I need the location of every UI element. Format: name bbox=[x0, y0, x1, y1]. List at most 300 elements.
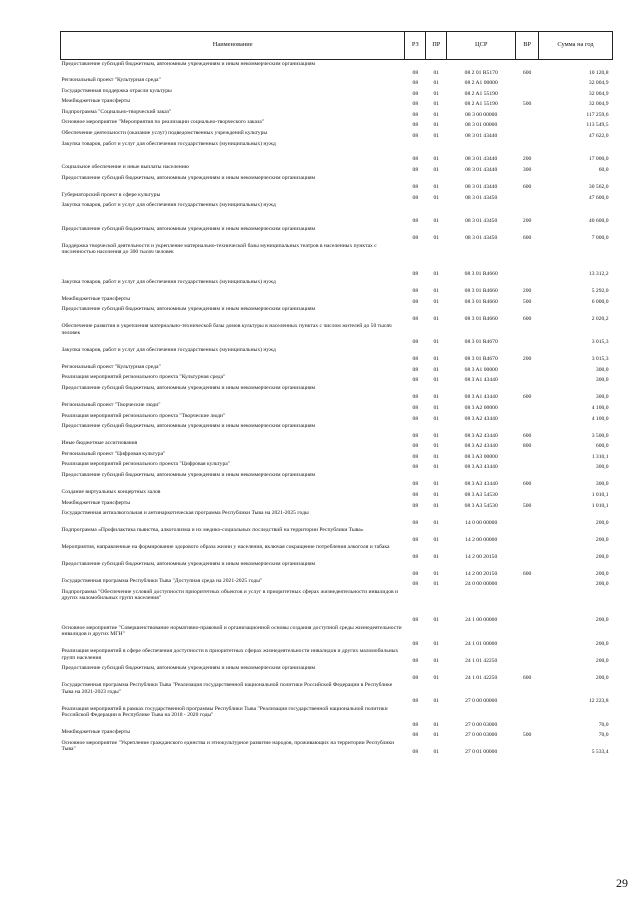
cell-vr bbox=[516, 682, 539, 705]
column-header-sum: Сумма на год bbox=[539, 32, 613, 60]
cell-sum: 6 000,0 bbox=[591, 298, 609, 305]
cell-vr: 500 bbox=[522, 502, 532, 509]
cell-rz: 08 bbox=[412, 101, 419, 108]
cell-name: Предоставление субсидий бюджетным, автономным учреждениям и иным некоммерческим организациям bbox=[61, 423, 316, 430]
cell-sum: 117 259,6 bbox=[586, 111, 609, 118]
cell-csr: 27 0 00 03000 bbox=[465, 721, 498, 728]
cell-sum: 13 312,2 bbox=[588, 271, 609, 278]
cell-sum: 200,0 bbox=[595, 617, 609, 624]
cell-vr bbox=[516, 412, 539, 423]
cell-vr: 200 bbox=[522, 218, 532, 225]
cell-csr: 08 3 01 43450 bbox=[465, 218, 498, 225]
table-row bbox=[61, 412, 613, 423]
cell-name: Предоставление субсидий бюджетным, автономным учреждениям и иным некоммерческим организациям bbox=[61, 225, 316, 232]
cell-sum: 3 500,0 bbox=[591, 432, 609, 439]
table-row bbox=[61, 648, 613, 665]
cell-pr: 01 bbox=[433, 698, 440, 705]
cell-vr: 600 bbox=[522, 184, 532, 191]
cell-vr bbox=[516, 488, 539, 499]
cell-pr: 01 bbox=[433, 366, 440, 373]
cell-sum: 300,0 bbox=[595, 481, 609, 488]
table-row bbox=[61, 202, 613, 225]
cell-pr: 01 bbox=[433, 721, 440, 728]
cell-name: Иные бюджетные ассигнования bbox=[61, 440, 138, 447]
cell-rz: 08 bbox=[412, 674, 419, 681]
table-row bbox=[61, 363, 613, 374]
cell-name: Государственная программа Республики Тыва "Доступная среда на 2021-2025 годы" bbox=[61, 578, 263, 585]
cell-vr: 600 bbox=[522, 481, 532, 488]
cell-rz: 08 bbox=[412, 356, 419, 363]
cell-rz: 08 bbox=[412, 464, 419, 471]
cell-pr: 01 bbox=[433, 90, 440, 97]
cell-pr: 01 bbox=[433, 156, 440, 163]
cell-vr bbox=[516, 544, 539, 561]
cell-vr bbox=[516, 108, 539, 119]
table-row bbox=[61, 174, 613, 191]
cell-csr: 08 3 01 R4660 bbox=[464, 288, 498, 295]
cell-pr: 01 bbox=[433, 674, 440, 681]
table-row bbox=[61, 527, 613, 544]
cell-vr bbox=[516, 77, 539, 88]
cell-pr: 01 bbox=[433, 80, 440, 87]
table-row bbox=[61, 401, 613, 412]
cell-sum: 2 020,2 bbox=[591, 315, 609, 322]
table-row bbox=[61, 423, 613, 440]
cell-csr: 08 3 A1 00000 bbox=[464, 366, 498, 373]
cell-csr: 08 3 A2 43440 bbox=[464, 415, 498, 422]
table-row bbox=[61, 140, 613, 163]
cell-name: Межбюджетные трансферты bbox=[61, 295, 130, 302]
cell-name: Реализация мероприятий в сфере обеспечения доступности в приоритетных сферах жизнедеятельности инвалидов и других маломобильных групп населения bbox=[61, 648, 399, 661]
page-number: 29 bbox=[616, 876, 628, 890]
cell-sum: 12 223,8 bbox=[588, 698, 609, 705]
cell-sum: 200,0 bbox=[595, 519, 609, 526]
cell-sum: 1 010,1 bbox=[591, 502, 609, 509]
cell-vr bbox=[516, 461, 539, 472]
table-row bbox=[61, 440, 613, 451]
cell-name: Поддержка творческой деятельности и укрепление материально-технической базы муниципальных театров в населенных пунктах с численностью населения до 300 тысяч человек bbox=[61, 242, 377, 256]
cell-name: Основное мероприятие "Укрепление гражданского единства и этнокультурное развитие народов, проживающих на территории Республики Тыва" bbox=[61, 739, 395, 753]
cell-pr: 01 bbox=[433, 415, 440, 422]
cell-csr: 08 3 01 43440 bbox=[465, 167, 498, 174]
cell-csr: 24 1 01 42250 bbox=[465, 674, 498, 681]
cell-sum: 32 004,9 bbox=[588, 101, 609, 108]
cell-rz: 08 bbox=[412, 218, 419, 225]
cell-csr: 08 3 01 R4660 bbox=[464, 315, 498, 322]
cell-name: Обеспечение деятельности (оказание услуг) подведомственных учреждений культуры bbox=[61, 130, 268, 137]
cell-csr: 08 3 01 R4670 bbox=[464, 356, 498, 363]
cell-sum: 300,0 bbox=[595, 394, 609, 401]
table-row bbox=[61, 346, 613, 363]
table-header-row bbox=[61, 32, 613, 60]
cell-name: Подпрограмма "Обеспечение условий доступности приоритетных объектов и услуг в приоритетных сферах жизнедеятельности инвалидов и других маломобильных групп населения" bbox=[61, 588, 399, 602]
cell-pr: 01 bbox=[433, 536, 440, 543]
cell-pr: 01 bbox=[433, 657, 440, 664]
cell-rz: 08 bbox=[412, 491, 419, 498]
cell-vr: 600 bbox=[522, 69, 532, 76]
cell-sum: 32 004,9 bbox=[588, 80, 609, 87]
cell-vr bbox=[516, 374, 539, 385]
table-row bbox=[61, 242, 613, 278]
table-row bbox=[61, 665, 613, 682]
cell-pr: 01 bbox=[433, 167, 440, 174]
cell-name: Предоставление субсидий бюджетным, автономным учреждениям и иным некоммерческим организациям bbox=[61, 306, 316, 313]
cell-pr: 01 bbox=[433, 235, 440, 242]
cell-sum: 70,0 bbox=[598, 732, 609, 739]
cell-rz: 08 bbox=[412, 570, 419, 577]
cell-pr: 01 bbox=[433, 101, 440, 108]
table-row bbox=[61, 225, 613, 242]
budget-table bbox=[60, 31, 613, 756]
table-row bbox=[61, 384, 613, 401]
cell-name: Основное мероприятие "Мероприятия по реализации социально-творческого заказа" bbox=[61, 119, 265, 126]
cell-pr: 01 bbox=[433, 502, 440, 509]
cell-pr: 01 bbox=[433, 553, 440, 560]
cell-csr: 08 2 A1 00000 bbox=[464, 80, 498, 87]
cell-pr: 01 bbox=[433, 519, 440, 526]
cell-vr: 600 bbox=[522, 315, 532, 322]
table-row bbox=[61, 705, 613, 728]
cell-name: Региональный проект "Культурная среда" bbox=[61, 363, 161, 370]
table-row bbox=[61, 129, 613, 140]
cell-vr bbox=[516, 648, 539, 665]
cell-csr: 24 1 01 42250 bbox=[465, 657, 498, 664]
cell-rz: 08 bbox=[412, 481, 419, 488]
cell-name: Предоставление субсидий бюджетным, автономным учреждениям и иным некоммерческим организациям bbox=[61, 665, 316, 672]
cell-name: Региональный проект "Цифровая культура" bbox=[61, 450, 166, 457]
cell-rz: 08 bbox=[412, 432, 419, 439]
cell-name: Основное мероприятие "Совершенствование нормативно-правовой и организационной основы создания доступной среды жизнедеятельности инвалидов и других МГН" bbox=[61, 624, 402, 638]
cell-pr: 01 bbox=[433, 749, 440, 756]
table-row bbox=[61, 729, 613, 740]
cell-csr: 08 3 01 00000 bbox=[465, 122, 498, 129]
cell-rz: 08 bbox=[412, 122, 419, 129]
cell-rz: 08 bbox=[412, 339, 419, 346]
cell-sum: 300,0 bbox=[595, 464, 609, 471]
cell-pr: 01 bbox=[433, 339, 440, 346]
cell-vr: 500 bbox=[522, 298, 532, 305]
cell-csr: 08 3 A1 43440 bbox=[464, 394, 498, 401]
cell-rz: 08 bbox=[412, 133, 419, 140]
cell-csr: 08 3 01 43440 bbox=[465, 133, 498, 140]
cell-rz: 08 bbox=[412, 288, 419, 295]
cell-name: Социальное обеспечение и иные выплаты населению bbox=[61, 164, 189, 171]
table-row bbox=[61, 450, 613, 461]
cell-sum: 47 600,0 bbox=[588, 194, 609, 201]
cell-rz: 08 bbox=[412, 394, 419, 401]
cell-vr: 200 bbox=[522, 356, 532, 363]
cell-sum: 3 015,3 bbox=[591, 339, 609, 346]
cell-name: Закупка товаров, работ и услуг для обеспечения государственных (муниципальных) нужд bbox=[61, 278, 276, 285]
table-row bbox=[61, 461, 613, 472]
cell-csr: 27 0 00 03000 bbox=[465, 732, 498, 739]
cell-vr: 500 bbox=[522, 101, 532, 108]
cell-csr: 27 0 00 00000 bbox=[465, 698, 498, 705]
table-row bbox=[61, 306, 613, 323]
cell-csr: 14 2 00 20150 bbox=[465, 570, 498, 577]
cell-name: Межбюджетные трансферты bbox=[61, 729, 130, 736]
cell-pr: 01 bbox=[433, 640, 440, 647]
cell-pr: 01 bbox=[433, 464, 440, 471]
cell-vr bbox=[516, 624, 539, 647]
cell-sum: 200,0 bbox=[595, 536, 609, 543]
cell-csr: 08 3 A3 43440 bbox=[464, 481, 498, 488]
cell-pr: 01 bbox=[433, 481, 440, 488]
table-row bbox=[61, 98, 613, 109]
cell-rz: 08 bbox=[412, 80, 419, 87]
cell-csr: 08 3 A2 00000 bbox=[464, 404, 498, 411]
cell-rz: 08 bbox=[412, 553, 419, 560]
cell-csr: 08 3 A3 54530 bbox=[464, 491, 498, 498]
cell-vr bbox=[516, 119, 539, 130]
table-row bbox=[61, 488, 613, 499]
cell-vr bbox=[516, 129, 539, 140]
cell-sum: 200,0 bbox=[595, 553, 609, 560]
cell-rz: 08 bbox=[412, 657, 419, 664]
cell-vr: 600 bbox=[522, 235, 532, 242]
cell-name: Подпрограмма "Социально-творческий заказ" bbox=[61, 108, 172, 115]
cell-pr: 01 bbox=[433, 184, 440, 191]
cell-pr: 01 bbox=[433, 194, 440, 201]
cell-pr: 01 bbox=[433, 404, 440, 411]
table-row bbox=[61, 87, 613, 98]
cell-rz: 08 bbox=[412, 111, 419, 118]
cell-rz: 08 bbox=[412, 298, 419, 305]
cell-sum: 600,0 bbox=[595, 443, 609, 450]
cell-name: Закупка товаров, работ и услуг для обеспечения государственных (муниципальных) нужд bbox=[61, 346, 276, 353]
cell-vr bbox=[516, 705, 539, 728]
cell-rz: 08 bbox=[412, 519, 419, 526]
cell-rz: 08 bbox=[412, 640, 419, 647]
cell-sum: 200,0 bbox=[595, 640, 609, 647]
cell-pr: 01 bbox=[433, 315, 440, 322]
cell-name: Региональный проект "Культурная среда" bbox=[61, 77, 161, 84]
column-header-vr: ВР bbox=[516, 32, 539, 60]
cell-csr: 08 2 A1 55190 bbox=[464, 90, 498, 97]
cell-name: Государственная поддержка отрасли культуры bbox=[61, 87, 172, 94]
cell-vr bbox=[516, 527, 539, 544]
cell-sum: 1 010,1 bbox=[591, 491, 609, 498]
cell-csr: 27 0 01 00000 bbox=[465, 749, 498, 756]
column-header-name: Наименование bbox=[61, 32, 405, 60]
table-row bbox=[61, 295, 613, 306]
cell-rz: 08 bbox=[412, 443, 419, 450]
cell-name: Предоставление субсидий бюджетным, автономным учреждениям и иным некоммерческим организациям bbox=[61, 384, 316, 391]
cell-rz: 08 bbox=[412, 453, 419, 460]
cell-sum: 47 622,0 bbox=[588, 133, 609, 140]
cell-csr: 08 3 A3 54530 bbox=[464, 502, 498, 509]
column-header-rz: РЗ bbox=[405, 32, 426, 60]
cell-csr: 08 3 A2 43440 bbox=[464, 443, 498, 450]
cell-csr: 08 3 01 R4660 bbox=[464, 298, 498, 305]
cell-rz: 08 bbox=[412, 377, 419, 384]
cell-rz: 08 bbox=[412, 315, 419, 322]
cell-rz: 08 bbox=[412, 156, 419, 163]
cell-pr: 01 bbox=[433, 271, 440, 278]
cell-name: Межбюджетные трансферты bbox=[61, 499, 130, 506]
cell-sum: 113 549,5 bbox=[586, 122, 609, 129]
table-row bbox=[61, 60, 613, 77]
cell-sum: 200,0 bbox=[595, 570, 609, 577]
cell-sum: 200,0 bbox=[595, 657, 609, 664]
cell-pr: 01 bbox=[433, 356, 440, 363]
table-row bbox=[61, 108, 613, 119]
cell-pr: 01 bbox=[433, 133, 440, 140]
cell-vr: 200 bbox=[522, 288, 532, 295]
cell-rz: 08 bbox=[412, 90, 419, 97]
cell-pr: 01 bbox=[433, 581, 440, 588]
cell-rz: 08 bbox=[412, 581, 419, 588]
cell-sum: 4 100,0 bbox=[591, 404, 609, 411]
column-header-csr: ЦСР bbox=[447, 32, 516, 60]
cell-vr: 600 bbox=[522, 674, 532, 681]
table-row bbox=[61, 544, 613, 561]
cell-name: Реализация мероприятий в рамках государственной программы Республики Тыва "Реализация государственной национальной политики Российской Федерации в Республике Тыва на 2018 - 2020 годы" bbox=[61, 705, 388, 719]
cell-rz: 08 bbox=[412, 69, 419, 76]
cell-name: Губернаторский проект в сфере культуры bbox=[61, 191, 161, 198]
cell-name: Закупка товаров, работ и услуг для обеспечения государственных (муниципальных) нужд bbox=[61, 140, 276, 147]
cell-pr: 01 bbox=[433, 394, 440, 401]
cell-sum: 70,0 bbox=[598, 721, 609, 728]
cell-name: Реализация мероприятий регионального проекта "Цифровая культура" bbox=[61, 461, 231, 468]
cell-pr: 01 bbox=[433, 122, 440, 129]
cell-vr bbox=[516, 323, 539, 346]
table-row bbox=[61, 578, 613, 589]
cell-rz: 08 bbox=[412, 617, 419, 624]
cell-sum: 1 310,1 bbox=[591, 453, 609, 460]
table-row bbox=[61, 624, 613, 647]
cell-sum: 40 600,0 bbox=[588, 218, 609, 225]
cell-name: Предоставление субсидий бюджетным, автономным учреждениям и иным некоммерческим организациям bbox=[61, 60, 316, 67]
cell-rz: 08 bbox=[412, 698, 419, 705]
table-row bbox=[61, 682, 613, 705]
cell-sum: 300,0 bbox=[595, 377, 609, 384]
cell-csr: 24 1 00 00000 bbox=[465, 617, 498, 624]
cell-pr: 01 bbox=[433, 377, 440, 384]
cell-vr bbox=[516, 191, 539, 202]
cell-rz: 08 bbox=[412, 235, 419, 242]
cell-rz: 08 bbox=[412, 366, 419, 373]
table-row bbox=[61, 278, 613, 295]
cell-csr: 24 0 00 00000 bbox=[465, 581, 498, 588]
cell-vr: 600 bbox=[522, 394, 532, 401]
cell-rz: 08 bbox=[412, 415, 419, 422]
cell-csr: 08 2 01 R5170 bbox=[464, 69, 498, 76]
cell-name: Создание виртуальных концертных залов bbox=[61, 488, 161, 495]
cell-sum: 300,0 bbox=[595, 366, 609, 373]
cell-pr: 01 bbox=[433, 288, 440, 295]
cell-csr: 08 3 01 43440 bbox=[465, 156, 498, 163]
cell-sum: 17 000,0 bbox=[588, 156, 609, 163]
cell-rz: 08 bbox=[412, 184, 419, 191]
cell-rz: 08 bbox=[412, 502, 419, 509]
cell-pr: 01 bbox=[433, 617, 440, 624]
cell-vr bbox=[516, 242, 539, 278]
cell-sum: 200,0 bbox=[595, 581, 609, 588]
cell-sum: 5 533,4 bbox=[591, 749, 609, 756]
cell-pr: 01 bbox=[433, 298, 440, 305]
table-row bbox=[61, 119, 613, 130]
table-row bbox=[61, 374, 613, 385]
cell-sum: 3 015,3 bbox=[591, 356, 609, 363]
cell-sum: 7 000,0 bbox=[591, 235, 609, 242]
cell-name: Реализация мероприятий регионального проекта "Творческие люди" bbox=[61, 412, 226, 419]
cell-vr bbox=[516, 401, 539, 412]
cell-vr bbox=[516, 87, 539, 98]
cell-csr: 08 3 01 R4670 bbox=[464, 339, 498, 346]
table-row bbox=[61, 191, 613, 202]
cell-name: Государственная антиалкогольная и антинаркотическая программа Республики Тыва на 2021-2025 годы bbox=[61, 510, 309, 517]
cell-sum: 200,0 bbox=[595, 674, 609, 681]
cell-name: Предоставление субсидий бюджетным, автономным учреждениям и иным некоммерческим организациям bbox=[61, 561, 316, 568]
cell-pr: 01 bbox=[433, 432, 440, 439]
cell-vr: 200 bbox=[522, 156, 532, 163]
cell-pr: 01 bbox=[433, 69, 440, 76]
cell-rz: 08 bbox=[412, 194, 419, 201]
cell-csr: 14 2 00 20150 bbox=[465, 553, 498, 560]
cell-name: Предоставление субсидий бюджетным, автономным учреждениям и иным некоммерческим организациям bbox=[61, 471, 316, 478]
cell-pr: 01 bbox=[433, 491, 440, 498]
table-row bbox=[61, 323, 613, 346]
column-header-pr: ПР bbox=[426, 32, 447, 60]
cell-csr: 08 3 A2 43440 bbox=[464, 432, 498, 439]
cell-vr: 600 bbox=[522, 570, 532, 577]
cell-vr: 300 bbox=[522, 167, 532, 174]
cell-rz: 08 bbox=[412, 404, 419, 411]
cell-vr bbox=[516, 450, 539, 461]
cell-name: Подпрограмма «Профилактика пьянства, алкоголизма и их медико-социальных последствий на территории Республики Тыва» bbox=[61, 527, 364, 534]
cell-pr: 01 bbox=[433, 570, 440, 577]
cell-pr: 01 bbox=[433, 218, 440, 225]
cell-csr: 08 3 A3 00000 bbox=[464, 453, 498, 460]
cell-name: Предоставление субсидий бюджетным, автономным учреждениям и иным некоммерческим организациям bbox=[61, 174, 316, 181]
cell-pr: 01 bbox=[433, 443, 440, 450]
cell-csr: 08 3 A1 43440 bbox=[464, 377, 498, 384]
cell-name: Межбюджетные трансферты bbox=[61, 98, 130, 105]
table-row bbox=[61, 499, 613, 510]
cell-csr: 08 3 01 43440 bbox=[465, 184, 498, 191]
cell-sum: 4 100,0 bbox=[591, 415, 609, 422]
table-row bbox=[61, 739, 613, 756]
cell-name: Мероприятия, направленные на формирование здорового образа жизни у населения, включая сокращение потребления алкоголя и табака bbox=[61, 544, 390, 551]
cell-sum: 10 120,8 bbox=[588, 69, 609, 76]
cell-pr: 01 bbox=[433, 453, 440, 460]
cell-vr: 800 bbox=[522, 443, 532, 450]
cell-rz: 08 bbox=[412, 721, 419, 728]
cell-vr bbox=[516, 510, 539, 527]
table-row bbox=[61, 163, 613, 174]
cell-name: Закупка товаров, работ и услуг для обеспечения государственных (муниципальных) нужд bbox=[61, 202, 276, 209]
cell-rz: 08 bbox=[412, 271, 419, 278]
cell-vr bbox=[516, 578, 539, 589]
cell-rz: 08 bbox=[412, 732, 419, 739]
cell-csr: 14 0 00 00000 bbox=[465, 519, 498, 526]
table-row bbox=[61, 510, 613, 527]
cell-rz: 08 bbox=[412, 749, 419, 756]
cell-csr: 08 2 A1 55190 bbox=[464, 101, 498, 108]
cell-name: Реализация мероприятий регионального проекта "Культурная среда" bbox=[61, 374, 226, 381]
cell-vr: 500 bbox=[522, 732, 532, 739]
cell-sum: 5 292,0 bbox=[591, 288, 609, 295]
cell-csr: 24 1 01 00000 bbox=[465, 640, 498, 647]
cell-rz: 08 bbox=[412, 167, 419, 174]
table-row bbox=[61, 561, 613, 578]
cell-csr: 08 3 A3 43440 bbox=[464, 464, 498, 471]
cell-name: Государственная программа Республики Тыва "Реализация государственной национальной политики Российской Федерации в Республике Тыва на 2021-2023 годы" bbox=[61, 682, 393, 695]
table-row bbox=[61, 471, 613, 488]
table-row bbox=[61, 77, 613, 88]
cell-pr: 01 bbox=[433, 732, 440, 739]
